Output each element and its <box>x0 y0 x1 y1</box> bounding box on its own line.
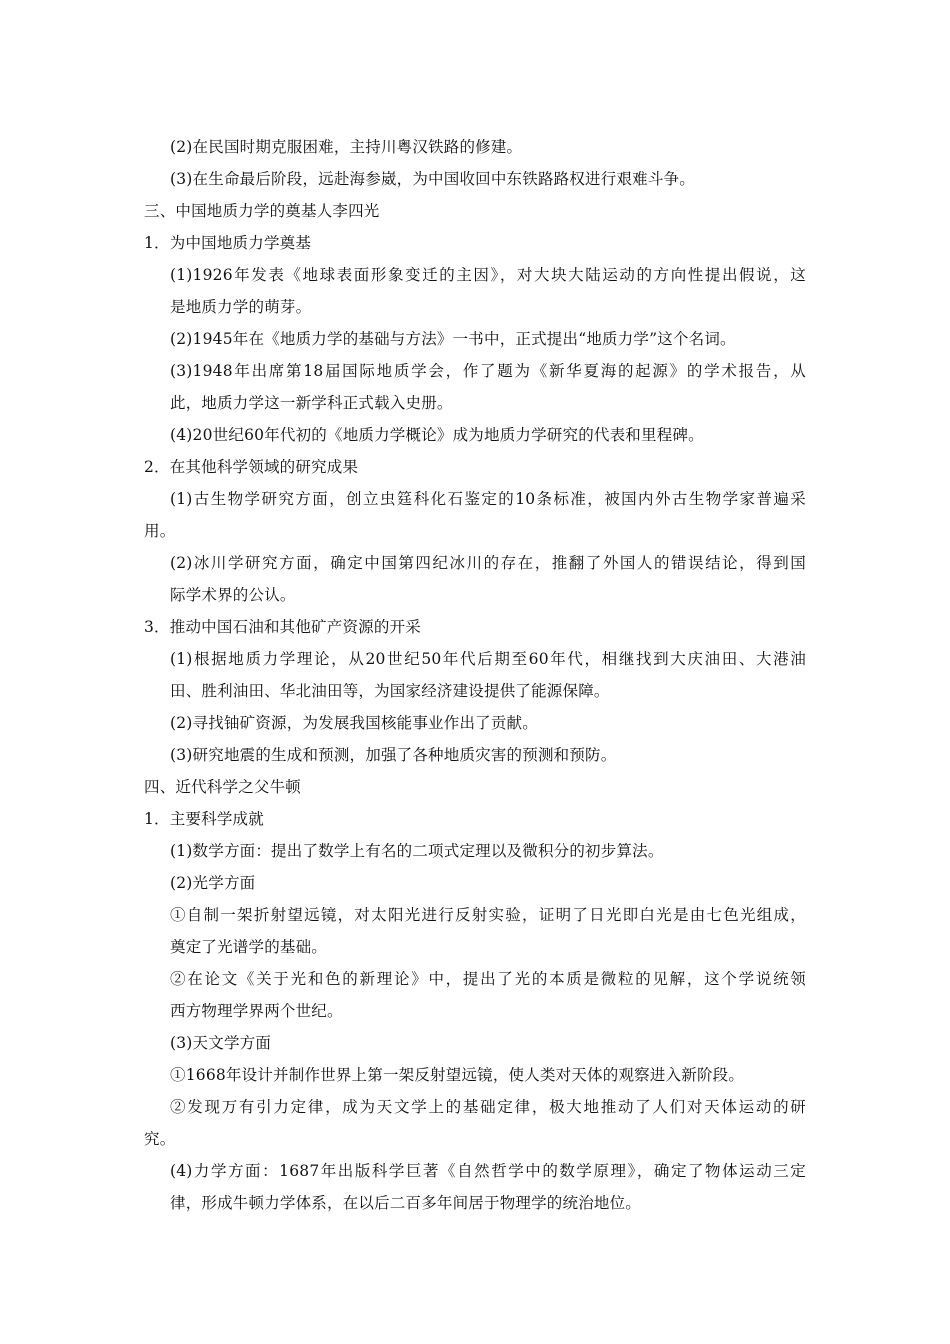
text-line: (2)光学方面 <box>170 874 256 892</box>
text-line: (4)力学方面：1687年出版科学巨著《自然哲学中的数学原理》，确定了物体运动三定 <box>170 1162 806 1180</box>
subsection-heading: 1．为中国地质力学奠基 <box>144 234 312 252</box>
text-line: 西方物理学界两个世纪。 <box>170 1002 343 1020</box>
text-line: 律，形成牛顿力学体系，在以后二百多年间居于物理学的统治地位。 <box>170 1194 642 1212</box>
section-heading: 四、近代科学之父牛顿 <box>144 778 302 796</box>
text-line: ②发现万有引力定律，成为天文学上的基础定律，极大地推动了人们对天体运动的研 <box>170 1098 806 1116</box>
text-line: ①自制一架折射望远镜，对太阳光进行反射实验，证明了日光即白光是由七色光组成， <box>170 906 806 924</box>
text-line: (3)1948年出席第18届国际地质学会，作了题为《新华夏海的起源》的学术报告，从 <box>170 362 806 380</box>
text-line: (1)1926年发表《地球表面形象变迁的主因》，对大块大陆运动的方向性提出假说，这 <box>170 266 806 284</box>
text-line: ①1668年设计并制作世界上第一架反射望远镜，使人类对天体的观察进入新阶段。 <box>170 1066 745 1084</box>
text-line: (2)冰川学研究方面，确定中国第四纪冰川的存在，推翻了外国人的错误结论，得到国 <box>170 554 806 572</box>
section-heading: 三、中国地质力学的奠基人李四光 <box>144 202 380 220</box>
text-line: (3)天文学方面 <box>170 1034 272 1052</box>
text-line: 际学术界的公认。 <box>170 586 296 604</box>
text-line: (3)在生命最后阶段，远赴海参崴，为中国收回中东铁路路权进行艰难斗争。 <box>170 170 695 188</box>
text-line: (2)1945年在《地质力学的基础与方法》一书中，正式提出“地质力学”这个名词。 <box>170 330 736 348</box>
text-line: 用。 <box>144 522 176 540</box>
text-line: 奠定了光谱学的基础。 <box>170 938 328 956</box>
text-line: (2)寻找铀矿资源，为发展我国核能事业作出了贡献。 <box>170 714 538 732</box>
text-line: 田、胜利油田、华北油田等，为国家经济建设提供了能源保障。 <box>170 682 610 700</box>
text-line: (4)20世纪60年代初的《地质力学概论》成为地质力学研究的代表和里程碑。 <box>170 426 704 444</box>
subsection-heading: 1．主要科学成就 <box>144 810 264 828</box>
text-line: (3)研究地震的生成和预测，加强了各种地质灾害的预测和预防。 <box>170 746 617 764</box>
text-line: 此，地质力学这一新学科正式载入史册。 <box>170 394 453 412</box>
text-line: (1)数学方面：提出了数学上有名的二项式定理以及微积分的初步算法。 <box>170 842 664 860</box>
text-line: (2)在民国时期克服困难，主持川粤汉铁路的修建。 <box>170 138 523 156</box>
text-line: 究。 <box>144 1130 176 1148</box>
subsection-heading: 3．推动中国石油和其他矿产资源的开采 <box>144 618 421 636</box>
subsection-heading: 2．在其他科学领域的研究成果 <box>144 458 359 476</box>
text-line: ②在论文《关于光和色的新理论》中，提出了光的本质是微粒的见解，这个学说统领 <box>170 970 806 988</box>
text-line: 是地质力学的萌芽。 <box>170 298 312 316</box>
text-line: (1)古生物学研究方面，创立虫筳科化石鉴定的10条标准，被国内外古生物学家普遍采 <box>170 490 806 508</box>
text-line: (1)根据地质力学理论，从20世纪50年代后期至60年代，相继找到大庆油田、大港油 <box>170 650 806 668</box>
